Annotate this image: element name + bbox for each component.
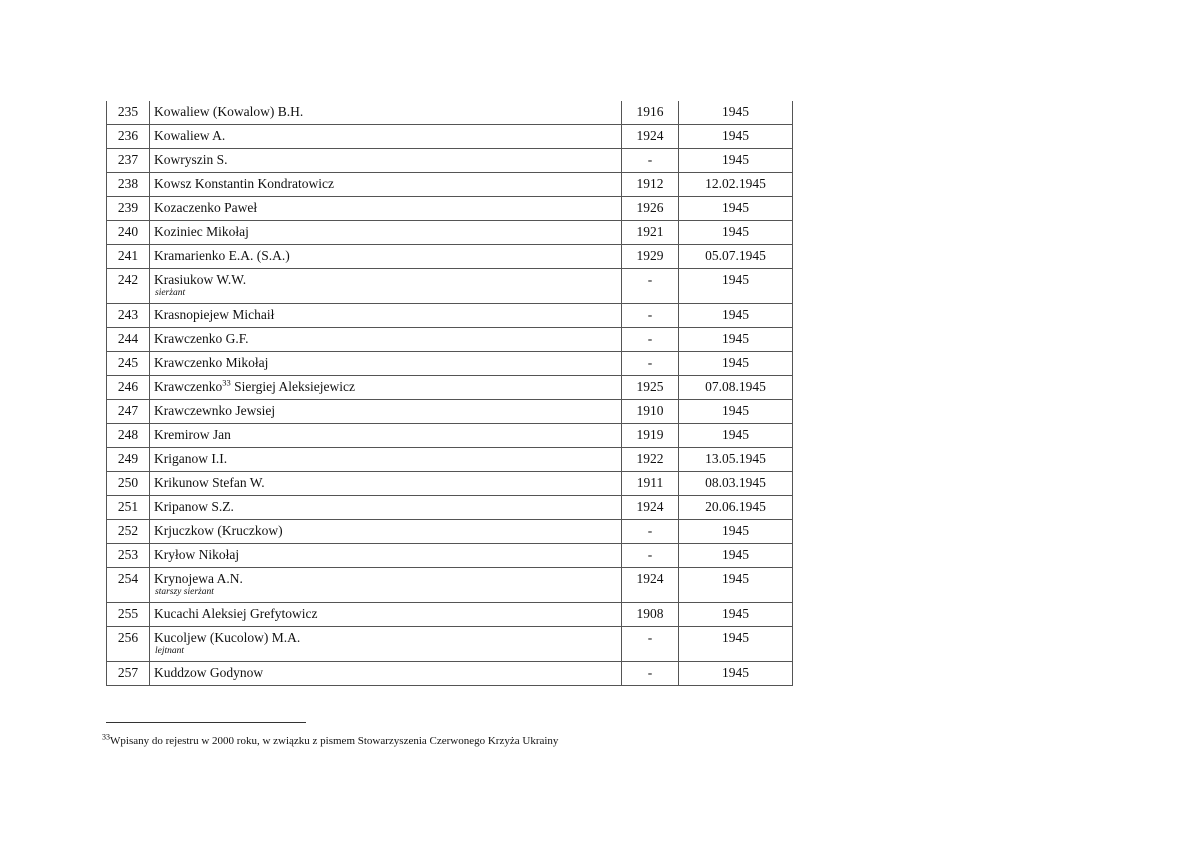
person-cell (150, 448, 622, 472)
person-cell (150, 221, 622, 245)
table-row (107, 197, 793, 221)
birth-year: - (622, 149, 679, 173)
birth-year: - (622, 304, 679, 328)
row-number: 249 (107, 448, 150, 472)
row-number: 245 (107, 352, 150, 376)
person-name: Kucoljew (Kucolow) M.A. (154, 630, 301, 645)
row-number: 254 (107, 568, 150, 603)
table-row (107, 269, 793, 304)
death-date: 1945 (679, 520, 793, 544)
footnote-text: Wpisany do rejestru w 2000 roku, w związku z pismem Stowarzyszenia Czerwonego Krzyża Ukrainy (110, 735, 559, 747)
person-cell (150, 496, 622, 520)
death-date: 20.06.1945 (679, 496, 793, 520)
row-number: 247 (107, 400, 150, 424)
death-date: 1945 (679, 424, 793, 448)
person-cell (150, 269, 622, 304)
birth-year: - (622, 520, 679, 544)
death-date: 08.03.1945 (679, 472, 793, 496)
row-number: 237 (107, 149, 150, 173)
person-name: Koziniec Mikołaj (154, 224, 249, 239)
person-name: Kuddzow Godynow (154, 665, 264, 680)
table-row (107, 352, 793, 376)
birth-year: - (622, 627, 679, 662)
birth-year: - (622, 269, 679, 304)
person-cell (150, 544, 622, 568)
table-row (107, 603, 793, 627)
death-date: 1945 (679, 627, 793, 662)
table-row (107, 627, 793, 662)
row-number: 251 (107, 496, 150, 520)
person-cell (150, 400, 622, 424)
person-cell (150, 662, 622, 686)
person-name: Krawczenko G.F. (154, 331, 249, 346)
row-number: 241 (107, 245, 150, 269)
birth-year: 1926 (622, 197, 679, 221)
row-number: 257 (107, 662, 150, 686)
table-row (107, 304, 793, 328)
person-cell (150, 472, 622, 496)
person-cell (150, 352, 622, 376)
table-row (107, 173, 793, 197)
military-rank: lejtnant (155, 646, 185, 656)
person-name: Kremirow Jan (154, 427, 231, 442)
person-cell (150, 197, 622, 221)
row-number: 255 (107, 603, 150, 627)
person-name: Kripanow S.Z. (154, 499, 234, 514)
person-name: Kozaczenko Paweł (154, 200, 258, 215)
birth-year: 1925 (622, 376, 679, 400)
person-name: Krjuczkow (Kruczkow) (154, 523, 283, 538)
table-row (107, 544, 793, 568)
row-number: 252 (107, 520, 150, 544)
person-cell (150, 245, 622, 269)
person-cell (150, 520, 622, 544)
row-number: 244 (107, 328, 150, 352)
death-date: 1945 (679, 662, 793, 686)
birth-year: 1924 (622, 496, 679, 520)
table-row (107, 125, 793, 149)
footnote-number: 33 (102, 732, 110, 742)
row-number: 242 (107, 269, 150, 304)
birth-year: 1919 (622, 424, 679, 448)
death-date: 1945 (679, 101, 793, 125)
person-name: Kucachi Aleksiej Grefytowicz (154, 606, 318, 621)
death-date: 07.08.1945 (679, 376, 793, 400)
table-row (107, 448, 793, 472)
birth-year: 1916 (622, 101, 679, 125)
table-row (107, 328, 793, 352)
person-name: Kowaliew A. (154, 128, 226, 143)
death-date: 13.05.1945 (679, 448, 793, 472)
table-row (107, 424, 793, 448)
death-date: 1945 (679, 149, 793, 173)
birth-year: 1929 (622, 245, 679, 269)
person-name: Krasiukow W.W. (154, 272, 247, 287)
death-date: 12.02.1945 (679, 173, 793, 197)
person-cell (150, 424, 622, 448)
footnote-separator (106, 722, 306, 723)
birth-year: 1912 (622, 173, 679, 197)
birth-year: 1911 (622, 472, 679, 496)
person-name: Kramarienko E.A. (S.A.) (154, 248, 290, 263)
death-date: 1945 (679, 221, 793, 245)
row-number: 236 (107, 125, 150, 149)
person-cell (150, 173, 622, 197)
person-name: Krawczenko (154, 379, 223, 394)
row-number: 243 (107, 304, 150, 328)
table-row (107, 101, 793, 125)
row-number: 253 (107, 544, 150, 568)
person-name: Kryłow Nikołaj (154, 547, 240, 562)
birth-year: - (622, 352, 679, 376)
birth-year: 1910 (622, 400, 679, 424)
person-cell (150, 304, 622, 328)
person-name-rest: Siergiej Aleksiejewicz (230, 379, 355, 394)
death-date: 1945 (679, 197, 793, 221)
person-cell (150, 149, 622, 173)
register-body (107, 101, 793, 686)
row-number: 240 (107, 221, 150, 245)
person-cell (150, 627, 622, 662)
table-row (107, 496, 793, 520)
row-number: 248 (107, 424, 150, 448)
table-row (107, 149, 793, 173)
death-date: 1945 (679, 400, 793, 424)
death-date: 1945 (679, 568, 793, 603)
row-number: 235 (107, 101, 150, 125)
birth-year: 1924 (622, 125, 679, 149)
military-rank: sierżant (155, 288, 186, 298)
death-date: 1945 (679, 352, 793, 376)
death-date: 1945 (679, 269, 793, 304)
burial-register-table (106, 101, 793, 686)
footnote-reference: 33 (222, 377, 231, 388)
table-row (107, 221, 793, 245)
table-row (107, 662, 793, 686)
person-name: Kriganow I.I. (154, 451, 228, 466)
death-date: 1945 (679, 544, 793, 568)
military-rank: starszy sierżant (155, 587, 214, 597)
row-number: 238 (107, 173, 150, 197)
birth-year: 1924 (622, 568, 679, 603)
footnote (102, 734, 802, 748)
person-name: Kowsz Konstantin Kondratowicz (154, 176, 334, 191)
death-date: 1945 (679, 125, 793, 149)
person-cell (150, 603, 622, 627)
birth-year: 1908 (622, 603, 679, 627)
person-name: Krawczenko Mikołaj (154, 355, 269, 370)
person-cell (150, 328, 622, 352)
person-name: Kowryszin S. (154, 152, 228, 167)
table-row (107, 376, 793, 400)
birth-year: - (622, 544, 679, 568)
death-date: 1945 (679, 328, 793, 352)
row-number: 256 (107, 627, 150, 662)
person-name: Krasnopiejew Michaił (154, 307, 275, 322)
row-number: 250 (107, 472, 150, 496)
person-cell (150, 568, 622, 603)
birth-year: 1922 (622, 448, 679, 472)
person-cell (150, 101, 622, 125)
person-name: Krawczewnko Jewsiej (154, 403, 276, 418)
person-cell (150, 376, 622, 400)
death-date: 1945 (679, 603, 793, 627)
table-row (107, 400, 793, 424)
death-date: 1945 (679, 304, 793, 328)
birth-year: - (622, 328, 679, 352)
row-number: 239 (107, 197, 150, 221)
table-row (107, 472, 793, 496)
birth-year: - (622, 662, 679, 686)
table-row (107, 568, 793, 603)
person-name: Krikunow Stefan W. (154, 475, 265, 490)
person-cell (150, 125, 622, 149)
row-number: 246 (107, 376, 150, 400)
table-row (107, 245, 793, 269)
death-date: 05.07.1945 (679, 245, 793, 269)
person-name: Krynojewa A.N. (154, 571, 243, 586)
person-name: Kowaliew (Kowalow) B.H. (154, 104, 304, 119)
birth-year: 1921 (622, 221, 679, 245)
table-row (107, 520, 793, 544)
